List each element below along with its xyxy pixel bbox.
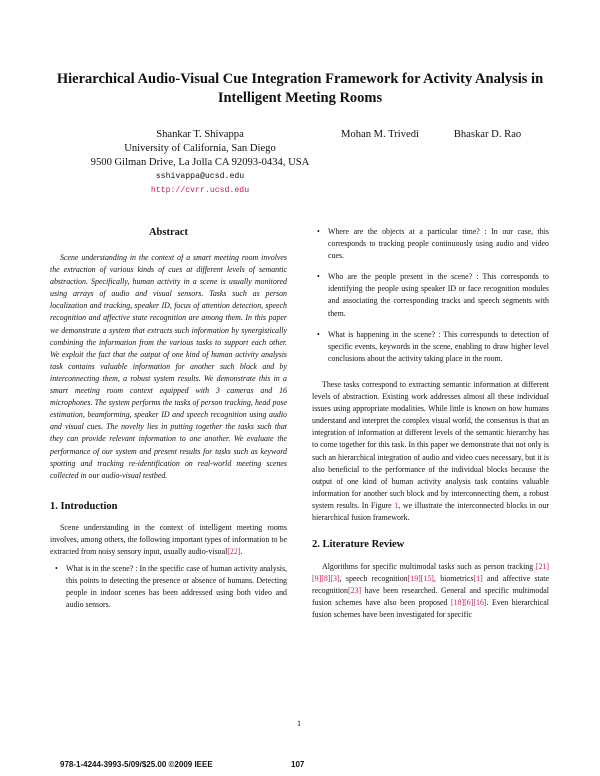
lit-text: . Even hierarchical fusion schemes have been investigated for specific: [312, 598, 549, 620]
title-line-1: Hierarchical Audio-Visual Cue Integration Framework for Activity Analysis in: [56, 71, 544, 87]
list-item-text: Where are the objects at a particular time? : In our case, this corresponds to tracking people continuously using audio and video cues.: [328, 227, 549, 261]
author-email[interactable]: sshivappa@ucsd.edu: [155, 172, 245, 181]
list-item: [312, 271, 549, 319]
citation-link[interactable]: [21][9][8][3]: [312, 562, 549, 584]
intro-p1-text: Scene understanding in the context of intelligent meeting rooms involves, among others, the following important types of information to be extracted from noisy sensory input, usually audio-visual: [50, 522, 287, 556]
lit-text: , biometrics: [433, 574, 474, 584]
right-column: [312, 226, 549, 622]
lit-text: Algorithms for specific multimodal tasks such as person tracking: [322, 562, 534, 572]
list-item: [312, 226, 549, 262]
lit-review-paragraph: [312, 561, 549, 621]
intro-list: [50, 563, 287, 611]
lit-review-heading: 2. Literature Review: [312, 539, 405, 551]
bullet-icon: •: [317, 272, 320, 282]
author-3-name: Bhaskar D. Rao: [453, 129, 522, 140]
left-column: [50, 226, 287, 611]
page-number: 1: [296, 718, 302, 728]
figure-ref-link[interactable]: 1: [394, 500, 399, 510]
bullet-icon: •: [317, 329, 320, 339]
bullet-icon: •: [55, 564, 58, 574]
author-2: [330, 128, 430, 142]
list-item: [312, 329, 549, 365]
intro-paragraph: [50, 522, 287, 558]
intro-p1-end: .: [240, 546, 243, 556]
tasks-paragraph: [312, 379, 549, 524]
author-1-address: 9500 Gilman Drive, La Jolla CA 92093-0434, USA: [90, 157, 310, 168]
author-1-name: Shankar T. Shivappa: [156, 129, 244, 140]
bullet-icon: •: [317, 227, 320, 236]
intro-citation[interactable]: [22]: [227, 546, 241, 556]
lit-text: have been researched. General and specific multimodal fusion schemes have also been proposed: [312, 586, 549, 608]
citation-link[interactable]: [19][15]: [407, 574, 434, 584]
abstract-heading: Abstract: [148, 227, 189, 238]
citation-link[interactable]: [18][6][16]: [451, 598, 487, 608]
footer-copyright: 978-1-4244-3993-5/09/$25.00 ©2009 IEEE: [60, 760, 213, 769]
author-3: [440, 128, 535, 142]
list-item-text: What is in the scene? : In the specific case of human activity analysis, this points to detecting the presence or absence of humans. Detecting people in indoor scenes has been addressed using both video and audio sensors.: [66, 564, 287, 610]
list-item: [50, 563, 287, 611]
title-line-2: Intelligent Meeting Rooms: [217, 90, 383, 106]
lit-text: , speech recognition: [339, 574, 408, 584]
tasks-text-end: , we illustrate the interconnected blocks in our hierarchical fusion framework.: [312, 500, 549, 522]
paper-title: [40, 70, 560, 108]
citation-link[interactable]: [23]: [347, 586, 362, 596]
tasks-text: These tasks correspond to extracting semantic information at different levels of abstraction. Existing work addresses almost all these individual issues using appropriate modalities. While little is known on how humans understand and interpret the complex visual world, the consensus is that an integration of information at different levels of the semantic hierarchy has to come together for this task. In this paper we demonstrate that not only is such an hierarchical integration of audio and video cues necessary, but it is also beneficial to the performance of the individual blocks because the output of one kind of human activity analysis task contains valuable information for another such block and by interconnecting them, a robust system results. In Figure: [312, 379, 549, 510]
abstract-text: Scene understanding in the context of a smart meeting room involves the extraction of various kinds of cues at different levels of semantic abstraction. Specifically, human activity in a scene is usually monitored using arrays of audio and visual sensors. Tasks such as person localization and tracking, speaker ID, focus of attention detection, speech recognition and affective state recognition are among them. In this paper we demonstrate a system that extracts such information by synergistically combining the information from the various tasks to support each other. We exploit the fact that the output of one kind of human activity analysis task contains valuable information for another such block and by interconnecting them, a robust system results. We demonstrate this in a smart meeting room context equipped with 3 cameras and 16 microphones. The system performs the tasks of person tracking, head pose estimation, beamforming, speaker ID and speech recognition using audio and visual cues. The novelty lies in putting together the tasks such that they can provide relevant information to one another. We evaluate the performance of our system and present results for tasks such as keyword spotting and tracking re-identification on real-world meeting scenes collected in our audio-visual testbed.: [50, 253, 287, 480]
footer-page: 107: [291, 760, 305, 769]
author-url[interactable]: http://cvrr.ucsd.edu: [150, 186, 250, 195]
list-item-text: What is happening in the scene? : This corresponds to detection of specific events, keywords in the scene, enabling to draw higher level conclusions about the activity taking place in the room.: [328, 329, 549, 363]
intro-heading: 1. Introduction: [50, 500, 118, 512]
author-1-affiliation: University of California, San Diego: [124, 143, 276, 154]
author-1: [80, 128, 320, 198]
list-item-text: Who are the people present in the scene? : This corresponds to identifying the people using speaker ID or face recognition modules and associating the corresponding tracks and speech segments with them.: [328, 272, 549, 318]
question-list: [312, 226, 549, 365]
author-2-name: Mohan M. Trivedi: [341, 129, 419, 140]
lit-text: and affective state recognition: [312, 574, 549, 596]
citation-link[interactable]: [1]: [473, 574, 483, 584]
